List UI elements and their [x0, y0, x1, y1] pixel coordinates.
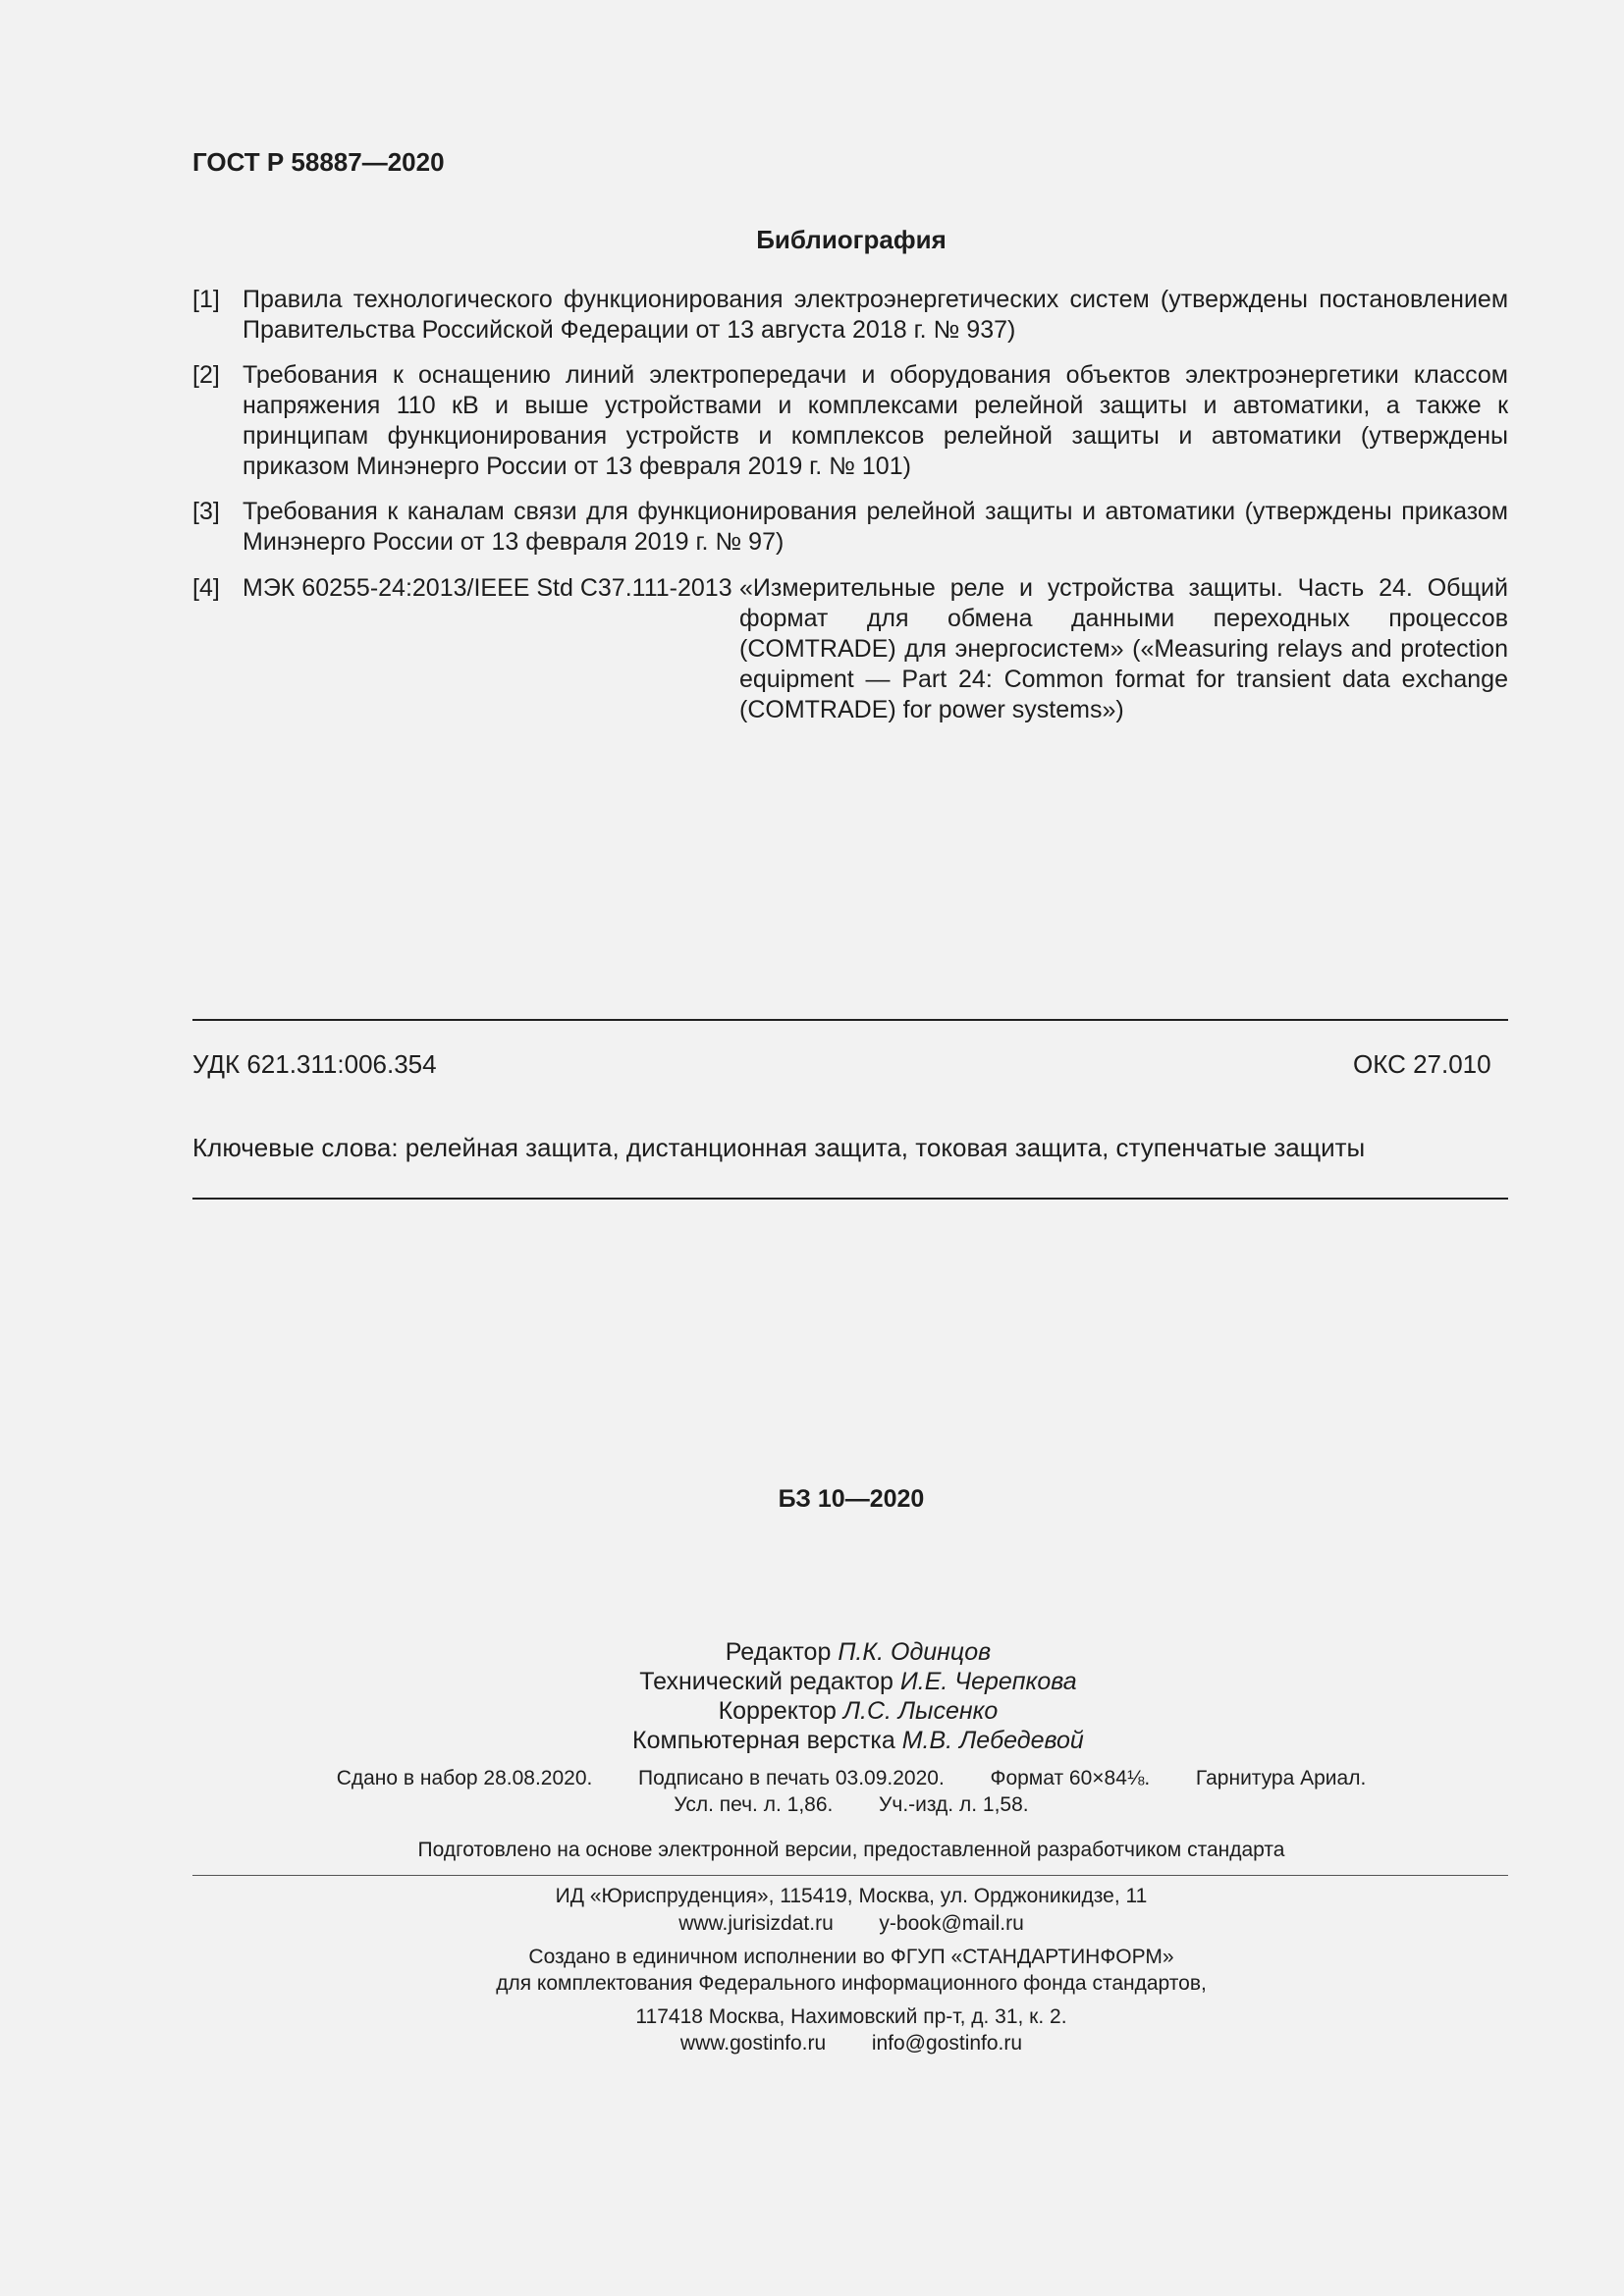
bibliography-item-text: Требования к оснащению линий электропередачи и оборудования объектов электроэнергетики классом напряжения 110 кВ и выше устройствами и комплексами релейной защиты и автоматики, а также к принципам функционирования устройств и комплексов релейной защиты и автоматики (утверждены приказом Минэнерго России от 13 февраля 2019 г. № 101) — [243, 361, 1508, 480]
divider — [192, 1198, 1508, 1200]
created-note: Создано в единичном исполнении во ФГУП «СТАНДАРТИНФОРМ» — [528, 1946, 1174, 1968]
bibliography-item-number: [3] — [192, 498, 220, 525]
staff-role: Редактор — [725, 1638, 839, 1666]
bibliography-title: Библиография — [756, 225, 947, 254]
address: 117418 Москва, Нахимовский пр-т, д. 31, к. 2. — [635, 2005, 1067, 2028]
divider — [192, 1875, 1508, 1876]
bibliography-item — [192, 497, 1508, 558]
bibliography-item — [192, 573, 1508, 725]
keywords: Ключевые слова: релейная защита, дистанционная защита, токовая защита, ступенчатые защиты — [192, 1133, 1366, 1162]
staff-line — [0, 1698, 1624, 1755]
document-code: ГОСТ Р 58887—2020 — [192, 147, 445, 177]
staff-name: П.К. Одинцов — [838, 1638, 992, 1666]
bibliography-item-text: Правила технологического функционирования электроэнергетических систем (утверждены постановлением Правительства Российской Федерации от 13 августа 2018 г. № 937) — [243, 286, 1508, 344]
udk-code: УДК 621.311:006.354 — [192, 1049, 437, 1079]
bibliography-item-number: [2] — [192, 361, 220, 389]
staff-role: Компьютерная верстка — [632, 1727, 902, 1754]
staff-name: М.В. Лебедевой — [901, 1727, 1084, 1754]
address-contacts: www.gostinfo.ru info@gostinfo.ru — [679, 2032, 1023, 2055]
oks-code: ОКС 27.010 — [1353, 1049, 1491, 1079]
staff-role: Технический редактор — [639, 1668, 900, 1695]
imprint-sheets: Усл. печ. л. 1,86. Уч.-изд. л. 1,58. — [674, 1793, 1029, 1816]
bibliography-item-text: Требования к каналам связи для функционирования релейной защиты и автоматики (утверждены приказом Минэнерго России от 13 февраля 2019 г. № 97) — [243, 498, 1508, 556]
staff-role: Корректор — [718, 1697, 843, 1725]
imprint-details: Сдано в набор 28.08.2020. Подписано в печать 03.09.2020. Формат 60×84⅛. Гарнитура Ариал. — [336, 1767, 1367, 1789]
publisher: ИД «Юриспруденция», 115419, Москва, ул. Орджоникидзе, 11 — [555, 1885, 1148, 1907]
bibliography-item-designation: МЭК 60255-24:2013/IEEE Std C37.111-2013 — [243, 574, 732, 602]
bibliography-item — [192, 285, 1508, 346]
divider — [192, 1019, 1508, 1021]
publisher-contacts: www.jurisizdat.ru y-book@mail.ru — [678, 1912, 1024, 1935]
created-note: для комплектования Федерального информационного фонда стандартов, — [496, 1972, 1207, 1995]
bibliography-item — [192, 360, 1508, 482]
bibliography-item-text: «Измерительные реле и устройства защиты. Часть 24. Общий формат для обмена данными переходных процессов (COMTRADE) для энергосистем» («Measuring relays and protection equipment — Part 24: Common format for transient data exchange (COMTRADE) for power systems») — [739, 574, 1508, 723]
bibliography-item-number: [1] — [192, 286, 220, 313]
bibliography-item-number: [4] — [192, 574, 220, 602]
prepared-note: Подготовлено на основе электронной версии, предоставленной разработчиком стандарта — [417, 1839, 1285, 1861]
bz-number: БЗ 10—2020 — [778, 1485, 925, 1513]
staff-name: Л.С. Лысенко — [842, 1697, 999, 1725]
staff-name: И.Е. Черепкова — [899, 1668, 1077, 1695]
